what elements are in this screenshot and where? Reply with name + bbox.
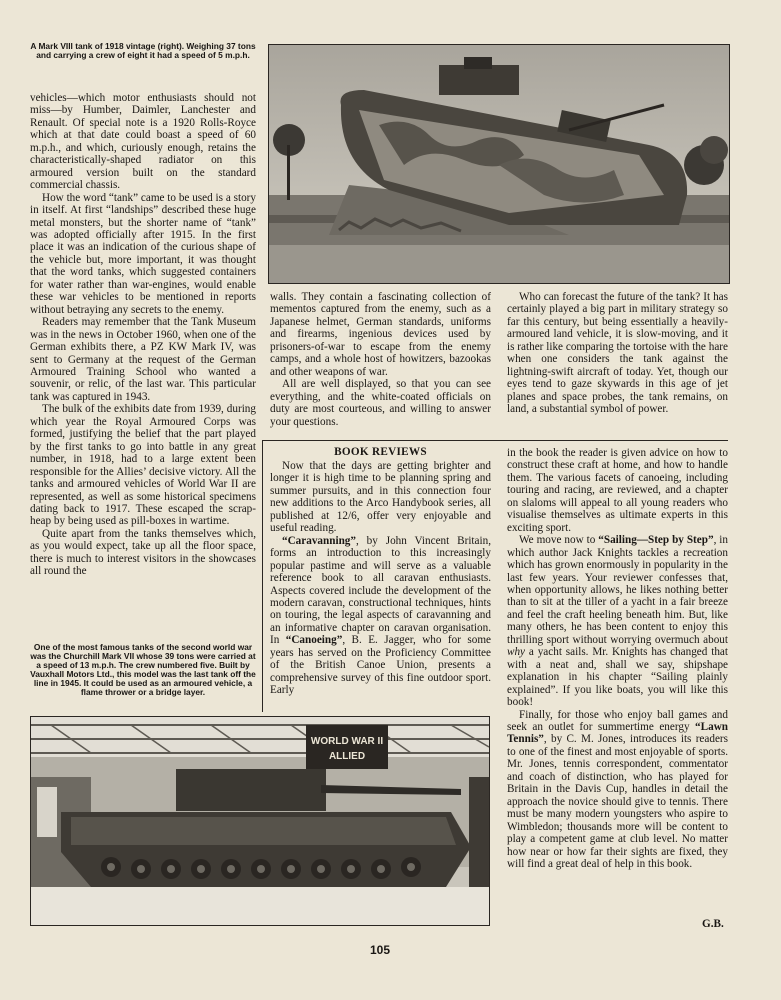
sign-line-1: WORLD WAR II	[310, 736, 384, 747]
paragraph: vehicles—which motor enthusiasts should not miss—by Humber, Daimler, Lanchester and Renault. Of special note is a 1920 Rolls-Royce which at that date could boast a speed of 60 m.p.h., and which, curiously enough, retains the characteristically-shaped radiator on this armoured version built on the standard commercial chassis.	[30, 92, 256, 192]
paragraph: All are well displayed, so that you can see everything, and the white-coated officials on duty are most courteous, and willing to answer your questions.	[270, 378, 491, 428]
paragraph: walls. They contain a fascinating collection of mementos captured from the enemy, such as a Japanese helmet, German standards, uniforms and firearms, ingenious devices used by prisoners-of-war to escape from the enemy camps, and a whole host of howitzers, bazookas and other weapons of war.	[270, 291, 491, 378]
paragraph: Readers may remember that the Tank Museum was in the news in October 1960, when one of the German exhibits there, a PZ KW Mark IV, was sent to Germany at the request of the German Armoured Training School who wanted a souvenir, or relic, of the last war. This particular tank was captured in 1943.	[30, 316, 256, 403]
paragraph	[507, 534, 728, 708]
signature: G.B.	[702, 918, 724, 930]
paragraph-text: , B. E. Jagger, who for some years has served on the Proficiency Committee of the British Canoe Union, presents a comprehensive survey of this fine outdoor sport. Early	[270, 634, 491, 697]
book-reviews-left-rule	[262, 440, 263, 712]
paragraph	[270, 535, 491, 697]
paragraph-text: , by C. M. Jones, introduces its readers to one of the finest and most enjoyable of sports. Mr. Jones, tennis correspondent, commentator and coach of distinction, who has played for Britain in the Davis Cup, handles in detail the approach the novice should give to tennis. There must be many modern youngsters who aspire to Wimbledon; thousands more will be content to play a competent game at club level. No matter how near or how far their sights are fixed, they will find a great deal of help in this book.	[507, 733, 728, 870]
paragraph: The bulk of the exhibits date from 1939, during which year the Royal Armoured Corps was formed, justifying the belief that the part played by the first tanks to go into battle in any great number, in 1918, had to a large extent been responsible for the Allies’ decisive victory. All the tanks and armoured vehicles of World War II are represented, as well as some historical specimens dating back to 1917. These escaped the scrap-heap by being used as pill-boxes in wartime.	[30, 403, 256, 528]
left-column-text	[30, 92, 256, 578]
paragraph-text: a yacht sails. Mr. Knights has changed that with a neat and, shall we say, shipshape explanation in his chapter “Sailing plainly explained”. If you like boats, you will like this book!	[507, 646, 728, 709]
mark-viii-caption: A Mark VIII tank of 1918 vintage (right). Weighing 37 tons and carrying a crew of eight it had a speed of 5 m.p.h.	[30, 41, 256, 61]
paragraph: Who can forecast the future of the tank? It has certainly played a big part in military strategy so far this century, but being essentially a heavily-armoured land vehicle, it is slow-moving, and it is rather like comparing the tortoise with the hare when one considers the tank against the lightning-swift aircraft of today. Yet, though our eyes tend to gaze skywards in this age of jet planes and space probes, the tank remains, on land, a substantial symbol of power.	[507, 291, 728, 416]
paragraph	[507, 709, 728, 871]
right-top-text	[507, 291, 728, 416]
book-title: “Sailing—Step by Step”	[598, 534, 714, 547]
book-title: “Canoeing”	[285, 634, 343, 647]
emphasis: why	[507, 646, 526, 659]
sign-line-2: ALLIED	[328, 751, 366, 762]
churchill-tank-photo	[30, 716, 490, 926]
paragraph: Now that the days are getting brighter and longer it is high time to be planning spring and summer pursuits, and in this connection four new additions to the Arco Handybook series, all published at 12/6, offer very enjoyable and useful reading.	[270, 460, 491, 535]
paragraph: Quite apart from the tanks themselves which, as you would expect, take up all the floor space, there is much to interest visitors in the showcases all round the	[30, 527, 256, 578]
mark-viii-tank-photo	[268, 44, 730, 284]
book-reviews-right-text	[507, 447, 728, 870]
paragraph: in the book the reader is given advice on how to construct these craft at home, and how to handle them. The various facets of canoeing, including touring and racing, are reviewed, and a chapter on slaloms will appeal to all young readers who visualise themselves as ultimate experts in this exciting sport.	[507, 447, 728, 534]
churchill-caption: One of the most famous tanks of the second world war was the Churchill Mark VII whose 39 tons were carried at a speed of 13 m.p.h. The crew numbered five. Built by Vauxhall Motors Ltd., this model was the last tank off the line in 1945. It could be used as an armoured vehicle, a flame thrower or a bridge layer.	[30, 642, 256, 698]
paragraph-text: , by John Vincent Britain, forms an introduction to this increasingly popular pastime and will serve as a valuable reference book to all caravan enthusiasts. Aspects covered include the development of the modern caravan, constructional techniques, hints on touring, the legal aspects of caravanning and an informative chapter on caravan organisation. In	[270, 534, 491, 647]
book-reviews-heading: BOOK REVIEWS	[334, 446, 427, 458]
paragraph-text: We move now to	[519, 534, 599, 547]
paragraph: How the word “tank” came to be used is a story in itself. At first “landships” described these huge metal monsters, but the shorter name of “tank” was adopted officially after 1915. In the first place it was an indication of the curious shape of the vehicle but, more important, it was thought that the word tanks, which suggested containers for water rather than war-engines, would enable these war vehicles to be mentioned in reports without betraying any secrets to the enemy.	[30, 191, 256, 316]
paragraph-text: , in which author Jack Knights tackles a recreation which has grown enormously in popularity in the last few years. Your reviewer confesses that, when opportunity allows, he likes nothing better than to sit at the tiller of a yacht in a fair breeze and feel the craft heeling beneath him. But, like many others, he has been content to enjoy this thrilling sport without worrying overmuch about	[507, 534, 729, 646]
book-title: “Caravanning”	[282, 534, 356, 547]
book-title: “Lawn Tennis”	[507, 720, 728, 746]
page-number: 105	[370, 943, 391, 957]
book-reviews-top-rule	[262, 440, 728, 441]
book-reviews-middle-text	[270, 460, 491, 697]
middle-top-text	[270, 291, 491, 428]
paragraph-text: Finally, for those who enjoy ball games and seek an outlet for summertime energy	[507, 708, 728, 733]
